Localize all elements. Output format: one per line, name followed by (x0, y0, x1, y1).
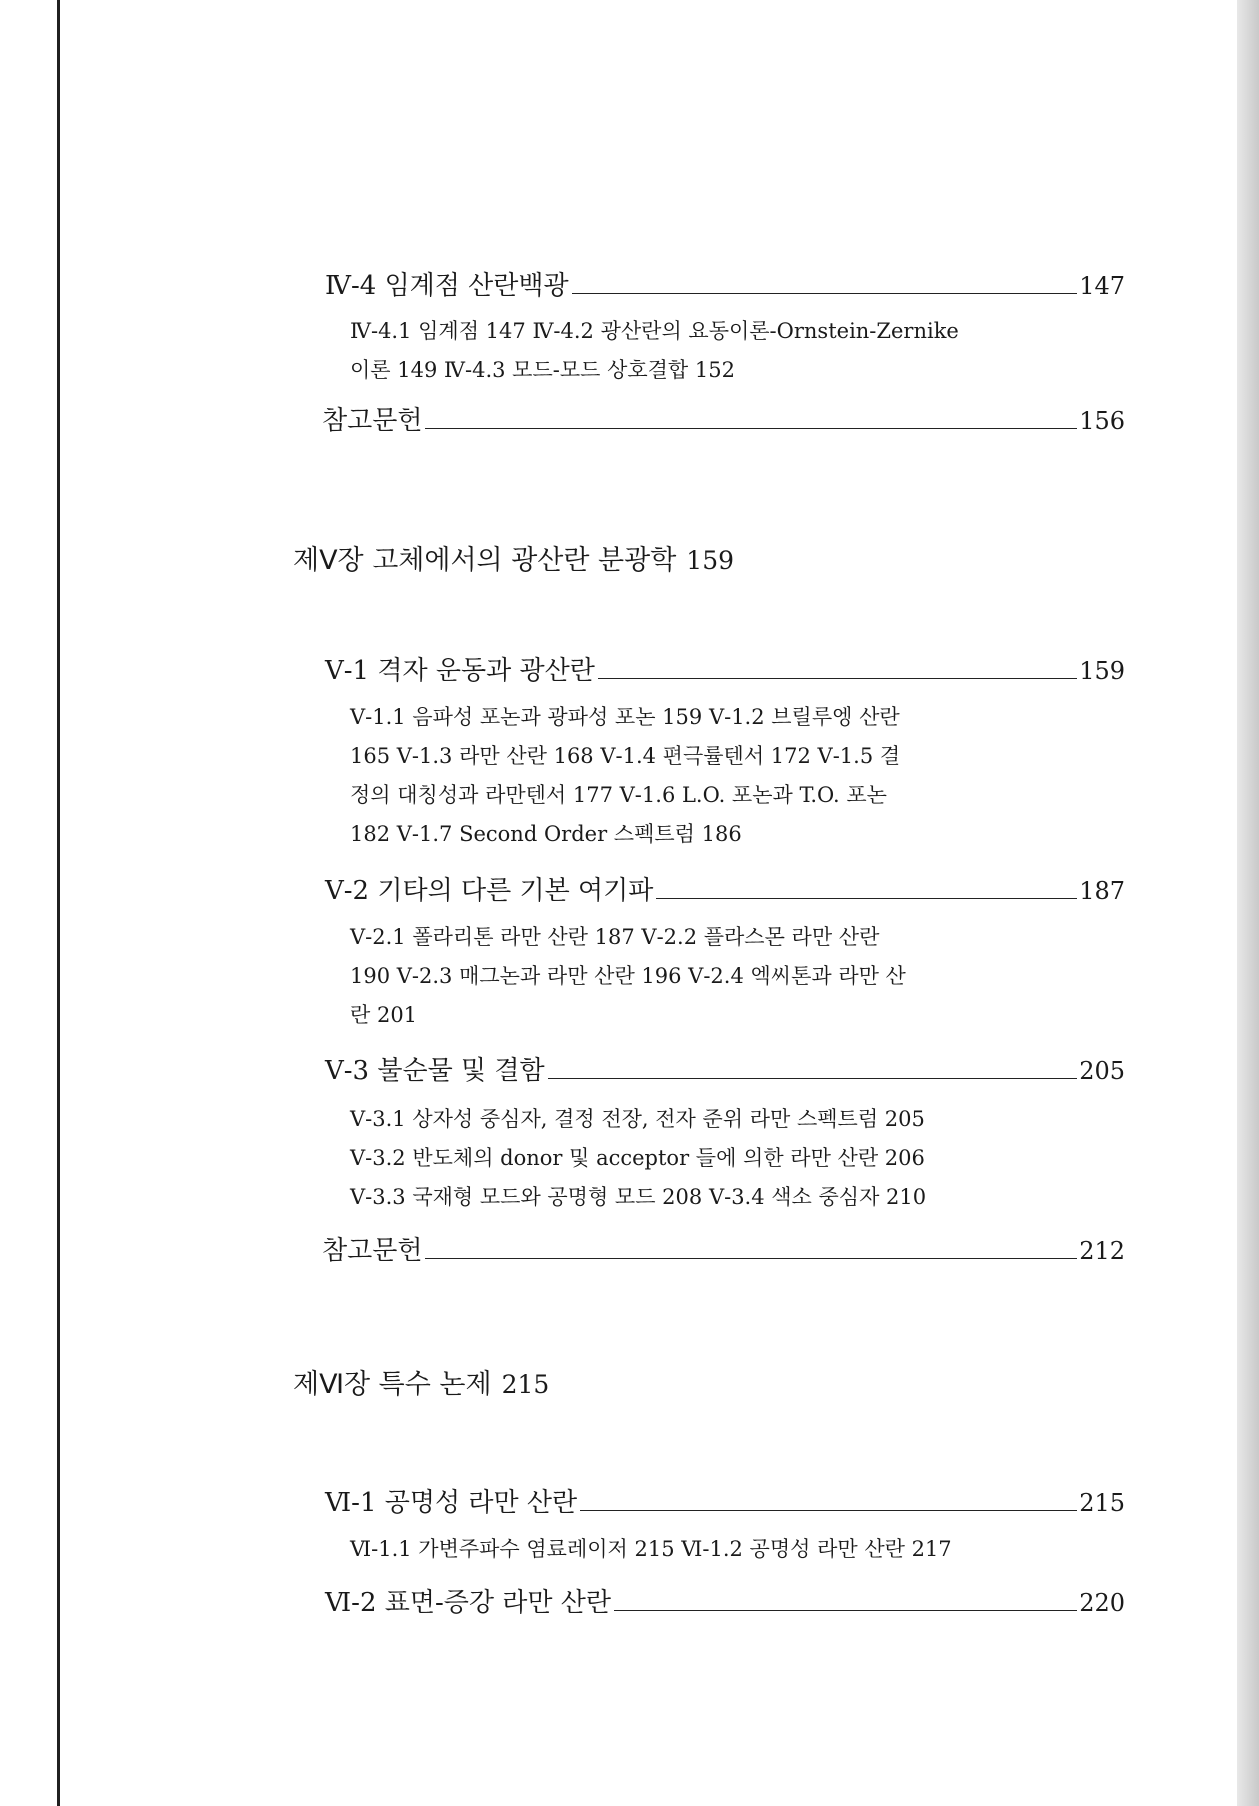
leader-line (425, 428, 1077, 429)
subentry-line: Ⅴ-1.1 음파성 포논과 광파성 포논 159 Ⅴ-1.2 브릴루엥 산란 (350, 705, 900, 729)
entry-page: 156 (1079, 407, 1125, 435)
subentry-line: 정의 대칭성과 라만텐서 177 Ⅴ-1.6 L.O. 포논과 T.O. 포논 (350, 783, 887, 807)
toc-entry-vi-2 (325, 1582, 1125, 1619)
toc-entry-vi-1 (325, 1482, 1125, 1519)
entry-title: 참고문헌 (322, 1236, 423, 1266)
subentry-line: Ⅴ-3.3 국재형 모드와 공명형 모드 208 Ⅴ-3.4 색소 중심자 210 (350, 1185, 927, 1209)
leader-line (548, 1078, 1078, 1079)
leader-line (580, 1510, 1077, 1511)
leader-line (425, 1258, 1077, 1259)
leader-line (572, 293, 1078, 294)
entry-page: 205 (1079, 1057, 1125, 1085)
toc-entry-references (322, 1230, 1125, 1267)
subentry-line: Ⅴ-3.2 반도체의 donor 및 acceptor 들에 의한 라만 산란 206 (350, 1146, 925, 1170)
entry-page: 212 (1079, 1237, 1125, 1265)
subentry-line: Ⅵ-1.1 가변주파수 염료레이저 215 Ⅵ-1.2 공명성 라만 산란 217 (350, 1537, 952, 1561)
entry-page: 147 (1079, 272, 1125, 300)
toc-entry-v-2 (325, 870, 1125, 907)
scan-margin (0, 0, 58, 1806)
subentry-line: 165 Ⅴ-1.3 라만 산란 168 Ⅴ-1.4 편극률텐서 172 Ⅴ-1.5 결 (350, 744, 901, 768)
leader-line (656, 898, 1077, 899)
toc-entry-v-1 (325, 650, 1125, 687)
leader-line (614, 1610, 1077, 1611)
chapter-page: 215 (501, 1370, 550, 1399)
chapter-heading (293, 1362, 549, 1401)
subentry-line: 190 Ⅴ-2.3 매그논과 라만 산란 196 Ⅴ-2.4 엑씨톤과 라만 산 (350, 964, 906, 988)
entry-title: Ⅴ-2 기타의 다른 기본 여기파 (325, 876, 654, 906)
chapter-title: 제Ⅵ장 특수 논제 (293, 1369, 492, 1400)
toc-entry-v-3 (325, 1050, 1125, 1087)
subentry-line: Ⅴ-2.1 폴라리톤 라만 산란 187 Ⅴ-2.2 플라스몬 라만 산란 (350, 925, 880, 949)
scan-shadow (1237, 0, 1259, 1806)
entry-title: 참고문헌 (322, 406, 423, 436)
chapter-title: 제Ⅴ장 고체에서의 광산란 분광학 (293, 545, 677, 576)
subentry-line: 이론 149 Ⅳ-4.3 모드-모드 상호결합 152 (350, 358, 735, 382)
chapter-page: 159 (686, 546, 735, 575)
entry-title: Ⅴ-3 불순물 및 결함 (325, 1056, 545, 1086)
subentry-line: 란 201 (350, 1003, 418, 1027)
toc-entry-iv-4 (325, 265, 1125, 302)
entry-title: Ⅵ-2 표면-증강 라만 산란 (325, 1588, 611, 1618)
entry-title: Ⅵ-1 공명성 라만 산란 (325, 1488, 578, 1518)
entry-page: 215 (1079, 1489, 1125, 1517)
toc-entry-references (322, 400, 1125, 437)
subentry-line: 182 Ⅴ-1.7 Second Order 스펙트럼 186 (350, 822, 742, 846)
entry-title: Ⅳ-4 임계점 산란백광 (325, 271, 569, 301)
subentry-line: Ⅴ-3.1 상자성 중심자, 결정 전장, 전자 준위 라만 스펙트럼 205 (350, 1107, 925, 1131)
chapter-heading (293, 538, 734, 577)
entry-title: Ⅴ-1 격자 운동과 광산란 (325, 656, 595, 686)
entry-page: 220 (1079, 1589, 1125, 1617)
leader-line (598, 678, 1077, 679)
book-page (60, 0, 1237, 1806)
entry-page: 187 (1079, 877, 1125, 905)
subentry-line: Ⅳ-4.1 임계점 147 Ⅳ-4.2 광산란의 요동이론-Ornstein-Zernike (350, 319, 959, 343)
entry-page: 159 (1079, 657, 1125, 685)
